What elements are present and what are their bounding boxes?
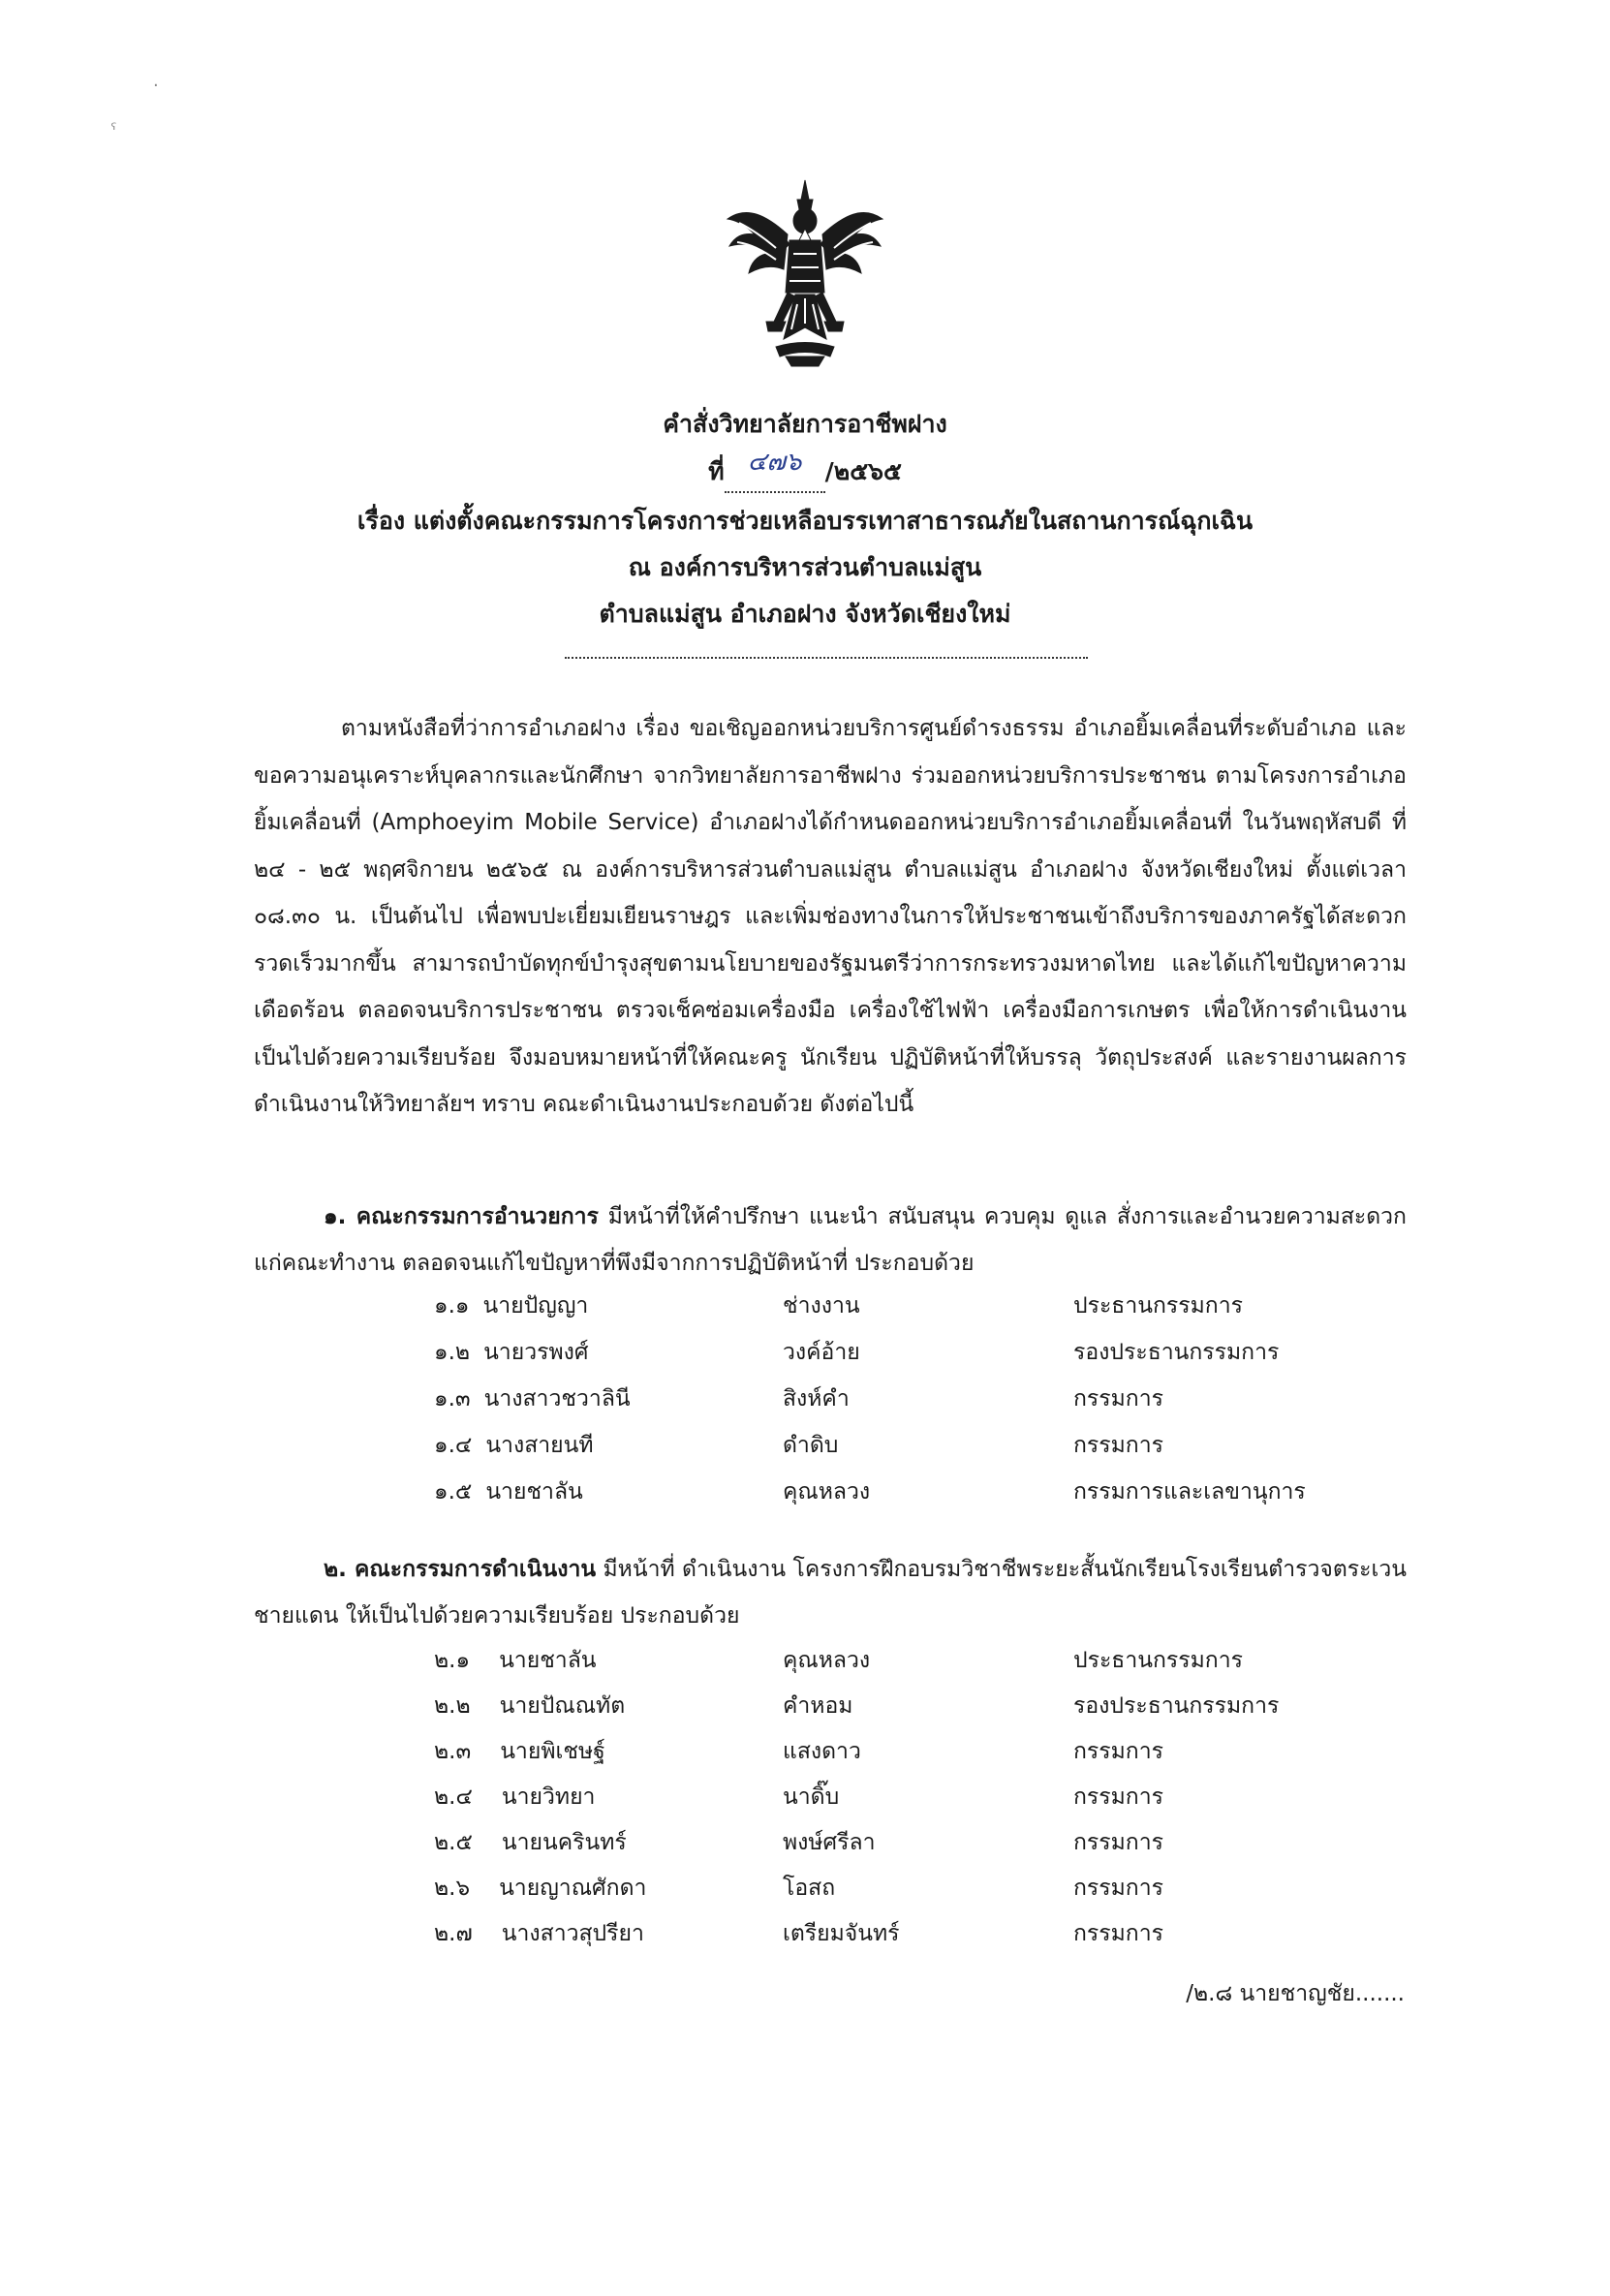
list-item xyxy=(434,1823,1596,1862)
order-number-year: /๒๕๖๕ xyxy=(824,457,902,485)
section-2-paragraph xyxy=(254,1546,1407,1639)
member-surname: คุณหลวง xyxy=(783,1648,871,1673)
member-number: ๑.๓ xyxy=(434,1386,471,1412)
list-item xyxy=(434,1641,1596,1680)
list-item xyxy=(434,1914,1596,1953)
order-district: ตำบลแม่สูน อำเภอฝาง จังหวัดเชียงใหม่ xyxy=(599,600,1011,628)
member-number: ๒.๕ xyxy=(434,1830,473,1855)
member-name: นายปัณณทัต xyxy=(499,1693,626,1719)
member-role: กรรมการ xyxy=(1073,1433,1163,1458)
list-item xyxy=(434,1333,1596,1372)
member-number: ๒.๓ xyxy=(434,1739,472,1764)
member-number: ๒.๖ xyxy=(434,1876,471,1901)
member-role: กรรมการ xyxy=(1073,1784,1163,1810)
list-item xyxy=(434,1426,1596,1465)
order-number-prefix: ที่ xyxy=(708,457,725,485)
member-name: นายชาลัน xyxy=(485,1479,583,1505)
member-role: ประธานกรรมการ xyxy=(1073,1293,1243,1319)
member-surname: นาดิ๊บ xyxy=(783,1784,840,1810)
member-name: นายพิเชษฐ์ xyxy=(500,1739,605,1764)
list-item xyxy=(434,1473,1596,1511)
member-role: กรรมการ xyxy=(1073,1739,1163,1764)
member-surname: คำหอม xyxy=(783,1693,853,1719)
member-role: ประธานกรรมการ xyxy=(1073,1648,1243,1673)
list-item xyxy=(434,1287,1596,1325)
intro-paragraph: ตามหนังสือที่ว่าการอำเภอฝาง เรื่อง ขอเชิญออกหน่วยบริการศูนย์ดำรงธรรม อำเภอยิ้มเคลื่อนที่ระดับอำเภอ และขอความอนุเคราะห์บุคลากรและนักศึกษา จากวิทยาลัยการอาชีพฝาง ร่วมออกหน่วยบริการประชาชน ตามโครงการอำเภอยิ้มเคลื่อนที่ (Amphoeyim Mobile Service) อำเภอฝางได้กำหนดออกหน่วยบริการอำเภอยิ้มเคลื่อนที่ ในวันพฤหัสบดี ที่ ๒๔ - ๒๕ พฤศจิกายน ๒๕๖๕ ณ องค์การบริหารส่วนตำบลแม่สูน ตำบลแม่สูน อำเภอฝาง จังหวัดเชียงใหม่ ตั้งแต่เวลา ๐๘.๓๐ น. เป็นต้นไป เพื่อพบปะเยี่ยมเยียนราษฎร และเพิ่มช่องทางในการให้ประชาชนเข้าถึงบริการของภาครัฐได้สะดวก รวดเร็วมากขึ้น สามารถบำบัดทุกข์บำรุงสุขตามนโยบายของรัฐมนตรีว่าการกระทรวงมหาดไทย และได้แก้ไขปัญหาความเดือดร้อน ตลอดจนบริการประชาชน ตรวจเช็คซ่อมเครื่องมือ เครื่องใช้ไฟฟ้า เครื่องมือการเกษตร เพื่อให้การดำเนินงานเป็นไปด้วยความเรียบร้อย จึงมอบหมายหน้าที่ให้คณะครู นักเรียน ปฏิบัติหน้าที่ให้บรรลุ วัตถุประสงค์ และรายงานผลการดำเนินงานให้วิทยาลัยฯ ทราบ คณะดำเนินงานประกอบด้วย ดังต่อไปนี้ xyxy=(254,716,1407,1117)
member-role: กรรมการ xyxy=(1073,1876,1163,1901)
member-surname: สิงห์คำ xyxy=(783,1386,850,1412)
section-2-title: ๒. คณะกรรมการดำเนินงาน xyxy=(324,1557,597,1582)
member-role: กรรมการ xyxy=(1073,1830,1163,1855)
member-number: ๑.๑ xyxy=(434,1293,470,1319)
order-title: คำสั่งวิทยาลัยการอาชีพฝาง xyxy=(663,410,947,438)
member-role: รองประธานกรรมการ xyxy=(1073,1340,1280,1365)
member-surname: คุณหลวง xyxy=(783,1479,871,1505)
member-role: รองประธานกรรมการ xyxy=(1073,1693,1280,1719)
order-number-line xyxy=(0,448,1610,493)
order-number-blank xyxy=(725,448,825,493)
member-surname: แสงดาว xyxy=(783,1739,861,1764)
member-number: ๑.๕ xyxy=(434,1479,473,1505)
section-1-paragraph xyxy=(254,1194,1407,1287)
member-name: นายวรพงศ์ xyxy=(483,1340,589,1365)
member-number: ๑.๒ xyxy=(434,1340,471,1365)
member-surname: ช่างงาน xyxy=(783,1293,860,1319)
scan-speck: · xyxy=(153,76,159,96)
section-1-text: มีหน้าที่ให้คำปรึกษา แนะนำ สนับสนุน ควบคุม ดูแล สั่งการและอำนวยความสะดวกแก่คณะทำงาน ตลอดจนแก้ไขปัญหาที่พึงมีจากการปฏิบัติหน้าที่ ประกอบด้วย xyxy=(254,1204,1407,1276)
member-name: นายญาณศักดา xyxy=(499,1876,647,1901)
garuda-emblem-icon xyxy=(718,176,892,370)
member-name: นายชาลัน xyxy=(499,1648,597,1673)
dotted-separator xyxy=(565,657,1088,659)
member-number: ๒.๒ xyxy=(434,1693,471,1719)
list-item xyxy=(434,1380,1596,1418)
order-location: ณ องค์การบริหารส่วนตำบลแม่สูน xyxy=(628,553,982,581)
member-name: นางสาวชวาลินี xyxy=(483,1386,631,1412)
member-name: นายวิทยา xyxy=(501,1784,596,1810)
member-surname: ดำดิบ xyxy=(783,1433,839,1458)
member-role: กรรมการ xyxy=(1073,1386,1163,1412)
member-surname: โอสถ xyxy=(783,1876,836,1901)
member-surname: วงค์อ้าย xyxy=(783,1340,860,1365)
member-role: กรรมการและเลขานุการ xyxy=(1073,1479,1306,1505)
list-item xyxy=(434,1687,1596,1725)
member-name: นางสาวสุปรียา xyxy=(501,1921,644,1946)
member-surname: พงษ์ศรีลา xyxy=(783,1830,876,1855)
section-1-title: ๑. คณะกรรมการอำนวยการ xyxy=(324,1204,599,1229)
order-subject: เรื่อง แต่งตั้งคณะกรรมการโครงการช่วยเหลือบรรเทาสาธารณภัยในสถานการณ์ฉุกเฉิน xyxy=(356,507,1254,535)
list-item xyxy=(434,1869,1596,1908)
section-2-text: มีหน้าที่ ดำเนินงาน โครงการฝึกอบรมวิชาชีพระยะสั้นนักเรียนโรงเรียนตำรวจตระเวนชายแดน ให้เป็นไปด้วยความเรียบร้อย ประกอบด้วย xyxy=(254,1557,1408,1629)
continued-on-next-page: /๒.๘ นายชาญชัย....... xyxy=(1186,1981,1405,2006)
list-item xyxy=(434,1732,1596,1771)
order-number-handwritten: ๔๗๖ xyxy=(747,448,802,477)
member-name: นายนครินทร์ xyxy=(501,1830,627,1855)
list-item xyxy=(434,1778,1596,1816)
member-name: นายปัญญา xyxy=(482,1293,589,1319)
member-number: ๒.๔ xyxy=(434,1784,473,1810)
member-number: ๑.๔ xyxy=(434,1433,473,1458)
scan-speck: ˁ xyxy=(110,120,117,140)
member-number: ๒.๑ xyxy=(434,1648,471,1673)
member-name: นางสายนที xyxy=(485,1433,594,1458)
member-number: ๒.๗ xyxy=(434,1921,473,1946)
member-role: กรรมการ xyxy=(1073,1921,1163,1946)
member-surname: เตรียมจันทร์ xyxy=(783,1921,900,1946)
